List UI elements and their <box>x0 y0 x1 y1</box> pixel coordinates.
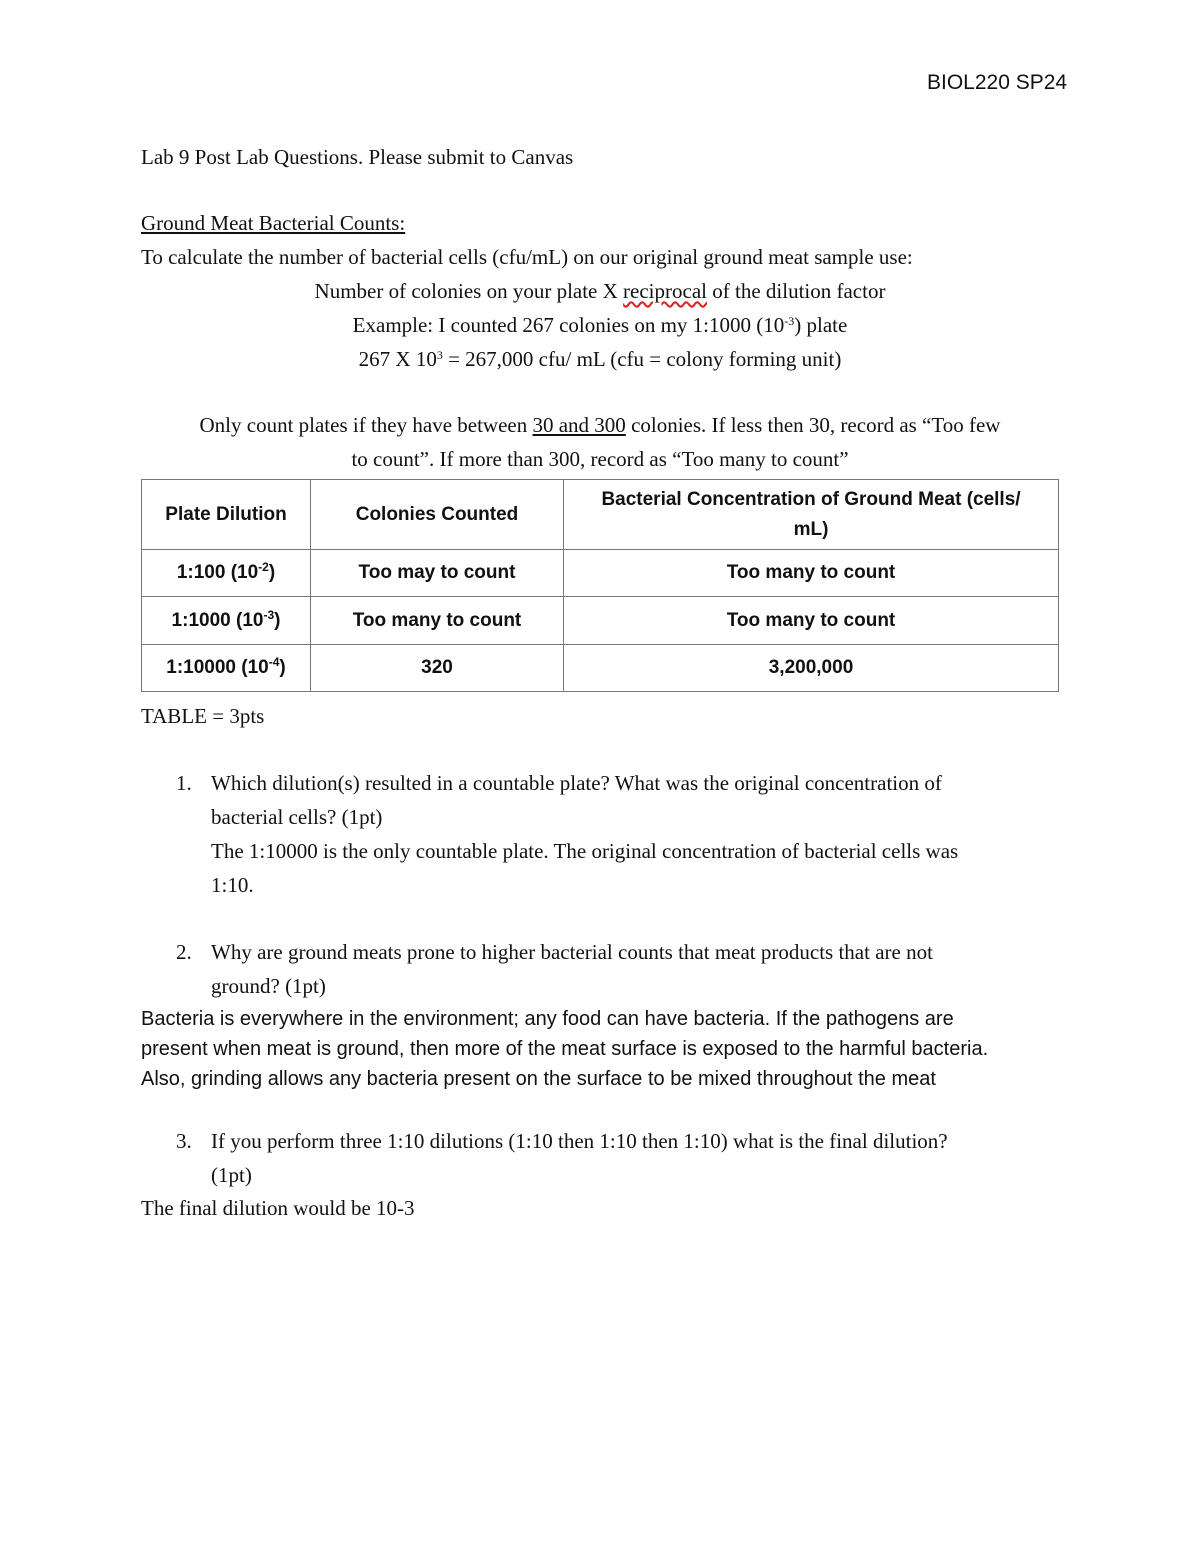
counting-rule: Only count plates if they have between 30 and 300 colonies. If less then 30, record as “Too few <box>199 413 1001 437</box>
dilution-table <box>141 479 1059 692</box>
answer-text: 1:10. <box>211 873 254 897</box>
table-header-cell: Bacterial Concentration of Ground Meat (cells/ mL) <box>564 480 1059 550</box>
answer-text: Also, grinding allows any bacteria present on the surface to be mixed throughout the meat <box>141 1068 936 1090</box>
question-text: bacterial cells? (1pt) <box>211 805 383 829</box>
calculation-line: 267 X $10^3 = 267,000$ cfu/ mL (cfu = colony forming unit) <box>358 347 842 371</box>
example-line: Example: I counted 267 colonies on my 1:1000 $(10^{-3})$ plate <box>352 313 848 337</box>
table-header-row <box>142 480 1059 550</box>
table-row <box>142 597 1059 645</box>
table-cell-colonies: Too may to count <box>311 550 564 597</box>
table-cell-colonies: 320 <box>311 645 564 692</box>
table-row <box>142 645 1059 692</box>
table-points: TABLE = 3pts <box>141 704 265 728</box>
answer-text: The final dilution would be 10-3 <box>141 1196 415 1220</box>
table-header-cell: Colonies Counted <box>311 480 564 550</box>
answer-text: present when meat is ground, then more of the meat surface is exposed to the harmful bacteria. <box>141 1038 989 1060</box>
section-heading: Ground Meat Bacterial Counts: <box>141 211 406 235</box>
answer-text: The 1:10000 is the only countable plate. The original concentration of bacterial cells was <box>211 839 959 863</box>
table-cell-dilution: 1:10000 $(10^{-4})$ <box>142 645 311 692</box>
question-number: 2. <box>176 940 192 964</box>
question-text: If you perform three 1:10 dilutions (1:10 then 1:10 then 1:10) what is the final dilution? <box>211 1129 948 1153</box>
page-title: Lab 9 Post Lab Questions. Please submit to Canvas <box>141 145 574 169</box>
question-text: (1pt) <box>211 1163 252 1187</box>
table-cell-concentration: Too many to count <box>564 550 1059 597</box>
table-cell-colonies: Too many to count <box>311 597 564 645</box>
table-cell-dilution: 1:1000 $(10^{-3})$ <box>142 597 311 645</box>
table-header-cell: Plate Dilution <box>142 480 311 550</box>
table-row <box>142 550 1059 597</box>
table-cell-dilution: 1:100 $(10^{-2})$ <box>142 550 311 597</box>
answer-text: Bacteria is everywhere in the environment; any food can have bacteria. If the pathogens are <box>141 1008 954 1030</box>
question-number: 1. <box>176 771 192 795</box>
course-header: BIOL220 SP24 <box>927 71 1068 94</box>
question-text: Which dilution(s) resulted in a countable plate? What was the original concentration of <box>211 771 942 795</box>
formula-line: Number of colonies on your plate X reciprocal of the dilution factor <box>314 279 886 303</box>
question-text: ground? (1pt) <box>211 974 326 998</box>
question-text: Why are ground meats prone to higher bacterial counts that meat products that are not <box>211 940 933 964</box>
table-cell-concentration: Too many to count <box>564 597 1059 645</box>
intro-text: To calculate the number of bacterial cells (cfu/mL) on our original ground meat sample use: <box>141 245 913 269</box>
question-number: 3. <box>176 1129 192 1153</box>
table-cell-concentration: 3,200,000 <box>564 645 1059 692</box>
counting-rule-line2: to count”. If more than 300, record as “Too many to count” <box>351 447 849 471</box>
